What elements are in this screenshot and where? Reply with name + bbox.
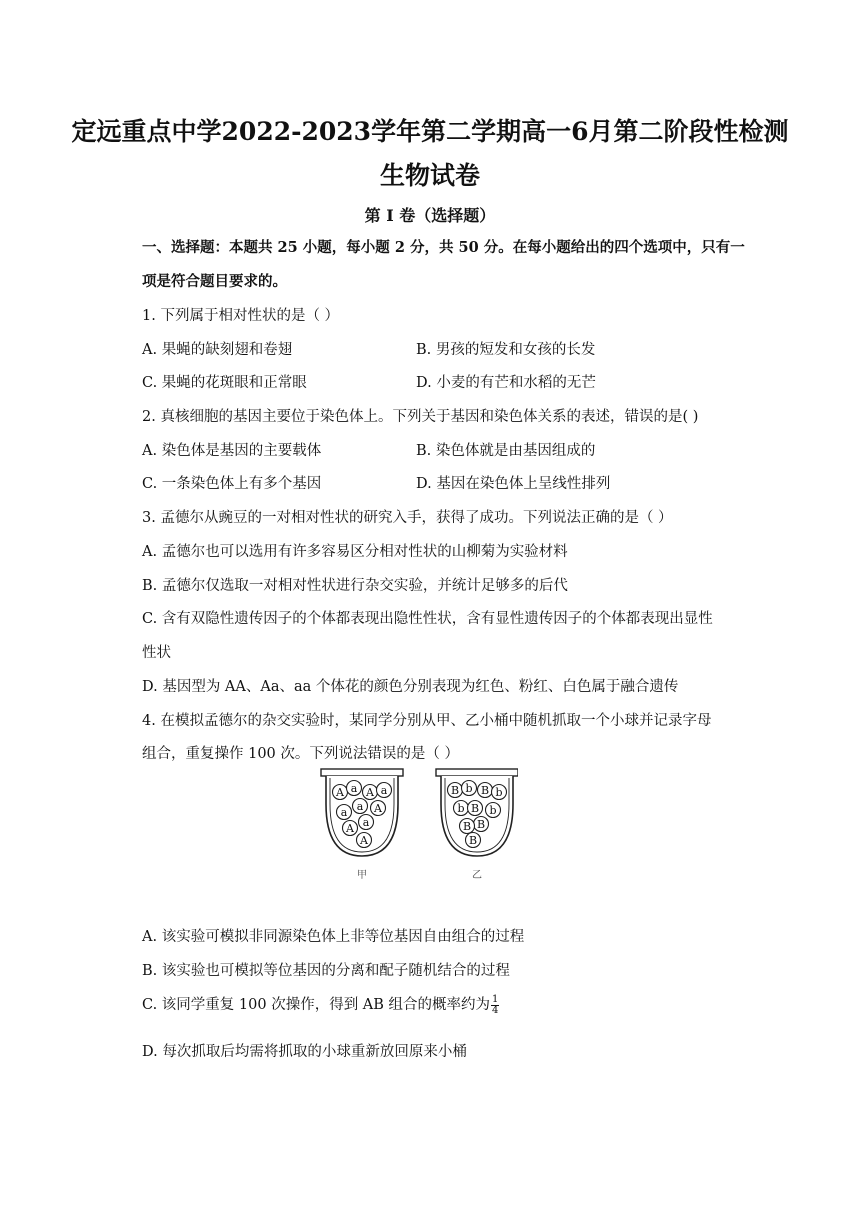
exam-subtitle: 生物试卷 xyxy=(379,161,480,190)
question-2-option-c: C. 一条染色体上有多个基因 xyxy=(142,476,322,492)
right-ball-label: B xyxy=(468,833,478,847)
question-4-option-b: B. 该实验也可模拟等位基因的分离和配子随机结合的过程 xyxy=(142,963,510,979)
question-2-option-b: B. 染色体就是由基因组成的 xyxy=(416,443,596,459)
section-heading: 第 I 卷（选择题） xyxy=(364,206,496,225)
question-3-stem: 3. 孟德尔从豌豆的一对相对性状的研究入手，获得了成功。下列说法正确的是（ ） xyxy=(142,510,673,526)
question-3-option-c-line-2: 性状 xyxy=(142,645,171,661)
right-ball-label: B xyxy=(450,783,460,797)
right-ball-label: b xyxy=(465,781,473,795)
question-2-option-d: D. 基因在染色体上呈线性排列 xyxy=(416,476,611,492)
right-ball-label: B xyxy=(470,801,480,815)
fraction xyxy=(491,995,499,1016)
left-ball-label: A xyxy=(336,785,344,799)
question-3-option-d: D. 基因型为 AA、Aa、aa 个体花的颜色分别表现为红色、粉红、白色属于融合遗传 xyxy=(142,679,679,695)
right-ball-label: B xyxy=(480,783,490,797)
exam-title: 定远重点中学2022-2023学年第二学期高一6月第二阶段性检测 xyxy=(71,117,789,146)
question-1-stem: 1. 下列属于相对性状的是（ ） xyxy=(142,308,340,324)
question-1-option-a: A. 果蝇的缺刻翅和卷翅 xyxy=(142,342,293,358)
question-4-option-d: D. 每次抓取后均需将抓取的小球重新放回原来小桶 xyxy=(142,1044,467,1060)
instructions-line-2: 项是符合题目要求的。 xyxy=(142,273,287,290)
right-ball-label: B xyxy=(462,819,472,833)
question-3-option-b: B. 孟德尔仅选取一对相对性状进行杂交实验，并统计足够多的后代 xyxy=(142,578,568,594)
question-3-option-a: A. 孟德尔也可以选用有许多容易区分相对性状的山柳菊为实验材料 xyxy=(142,544,568,560)
bucket-right-label: 乙 xyxy=(472,870,482,881)
right-ball-label: b xyxy=(495,785,503,799)
left-ball-label: A xyxy=(366,785,374,799)
left-ball-label: a xyxy=(356,799,364,813)
question-4-stem-line-1: 4. 在模拟孟德尔的杂交实验时，某同学分别从甲、乙小桶中随机抓取一个小球并记录字母 xyxy=(142,713,712,729)
question-4-option-a: A. 该实验可模拟非同源染色体上非等位基因自由组合的过程 xyxy=(142,929,525,945)
instructions-line-1: 一、选择题：本题共 25 小题，每小题 2 分，共 50 分。在每小题给出的四个选项中，只有一 xyxy=(142,239,745,256)
question-1-option-b: B. 男孩的短发和女孩的长发 xyxy=(416,342,596,358)
left-ball-label: a xyxy=(350,781,358,795)
left-ball-label: A xyxy=(374,801,382,815)
question-4-option-c-text: C. 该同学重复 100 次操作，得到 AB 组合的概率约为 xyxy=(142,997,491,1013)
left-ball-label: a xyxy=(362,815,370,829)
right-ball-label: b xyxy=(489,803,497,817)
bucket-left-label: 甲 xyxy=(357,870,367,881)
bucket-figure xyxy=(318,766,518,886)
question-2-option-a: A. 染色体是基因的主要载体 xyxy=(142,443,322,459)
left-ball-label: a xyxy=(380,783,388,797)
right-ball-label: b xyxy=(457,801,465,815)
left-ball-label: a xyxy=(340,805,348,819)
question-2-stem: 2. 真核细胞的基因主要位于染色体上。下列关于基因和染色体关系的表述，错误的是( ) xyxy=(142,409,699,425)
question-3-option-c-line-1: C. 含有双隐性遗传因子的个体都表现出隐性性状，含有显性遗传因子的个体都表现出显性 xyxy=(142,611,713,627)
question-4-option-c xyxy=(142,993,499,1016)
question-4-stem-line-2: 组合，重复操作 100 次。下列说法错误的是（ ） xyxy=(142,746,460,762)
fraction-denominator: 4 xyxy=(492,1004,499,1016)
left-ball-label: A xyxy=(346,821,354,835)
left-ball-label: A xyxy=(360,833,368,847)
right-ball-label: B xyxy=(476,817,486,831)
question-1-option-c: C. 果蝇的花斑眼和正常眼 xyxy=(142,375,307,391)
fraction-numerator: 1 xyxy=(492,993,499,1005)
question-1-option-d: D. 小麦的有芒和水稻的无芒 xyxy=(416,375,596,391)
